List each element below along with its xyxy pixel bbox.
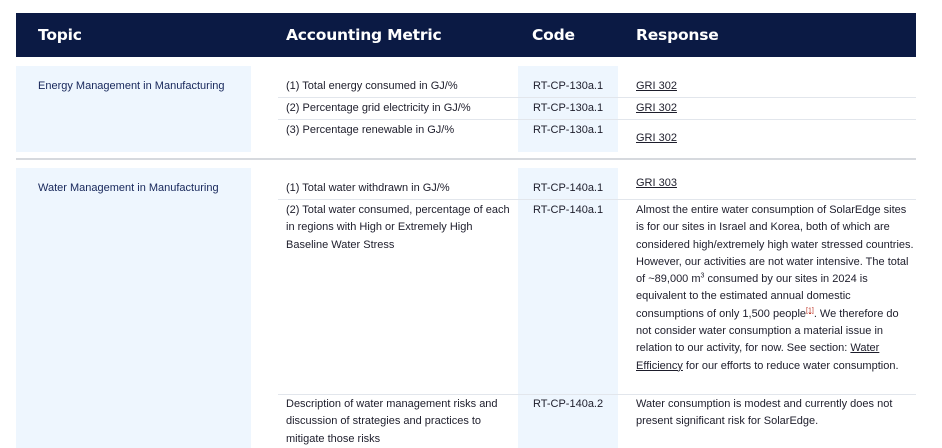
energy-response-link-3[interactable]: GRI 302 <box>636 132 677 144</box>
section-separator <box>16 158 916 160</box>
energy-topic: Energy Management in Manufacturing <box>38 80 225 92</box>
water-code-3: RT-CP-140a.2 <box>533 398 604 410</box>
footnote-link[interactable]: [1] <box>806 307 814 315</box>
row-divider <box>278 199 916 200</box>
row-divider <box>278 97 916 98</box>
water-metric-3: Description of water management risks and discussion of strategies and practices to mitigate those risks <box>286 398 498 445</box>
header-code: Code <box>532 26 575 44</box>
water-response-2-text-a: Almost the entire water consumption of SolarEdge sites is for our sites in Israel and Korea, both of which are considered high/extremely high water stressed countries. However, our activities are not water intensive. The total of ~89,000 m <box>636 204 914 286</box>
water-response-link-1[interactable]: GRI 303 <box>636 177 677 189</box>
energy-code-2: RT-CP-130a.1 <box>533 102 604 114</box>
water-response-2-text-c: . We therefore do not consider water consumption a material issue in relation to our activity, for now. See section: <box>636 307 899 355</box>
cubic-superscript: 3 <box>700 272 705 280</box>
water-efficiency-link[interactable]: Water Efficiency <box>636 342 880 372</box>
table-header <box>16 13 916 57</box>
water-topic: Water Management in Manufacturing <box>38 182 219 194</box>
energy-metric-2: (2) Percentage grid electricity in GJ/% <box>286 102 471 114</box>
energy-code-1: RT-CP-130a.1 <box>533 80 604 92</box>
water-metric-1: (1) Total water withdrawn in GJ/% <box>286 182 450 194</box>
water-metric-2: (2) Total water consumed, percentage of each in regions with High or Extremely High Baseline Water Stress <box>286 204 510 251</box>
header-topic: Topic <box>38 26 82 44</box>
water-code-1: RT-CP-140a.1 <box>533 182 604 194</box>
energy-metric-1: (1) Total energy consumed in GJ/% <box>286 80 458 92</box>
energy-code-3: RT-CP-130a.1 <box>533 124 604 136</box>
water-response-2-text-d: for our efforts to reduce water consumption. <box>682 359 899 372</box>
energy-response-link-1[interactable]: GRI 302 <box>636 80 677 92</box>
energy-response-link-2[interactable]: GRI 302 <box>636 102 677 114</box>
header-response: Response <box>636 26 719 44</box>
water-response-2-text-b: consumed by our sites in 2024 is equivalent to the estimated annual domestic consumptions of only 1,500 people <box>636 273 868 320</box>
header-accounting-metric: Accounting Metric <box>286 26 442 44</box>
row-divider <box>278 119 916 120</box>
water-code-2: RT-CP-140a.1 <box>533 204 604 216</box>
row-divider <box>278 394 916 395</box>
energy-metric-3: (3) Percentage renewable in GJ/% <box>286 124 455 136</box>
water-response-3: Water consumption is modest and currently does not present significant risk for SolarEdge. <box>636 398 893 428</box>
water-topic-cell-bg <box>16 168 251 448</box>
water-response-2 <box>636 202 914 375</box>
